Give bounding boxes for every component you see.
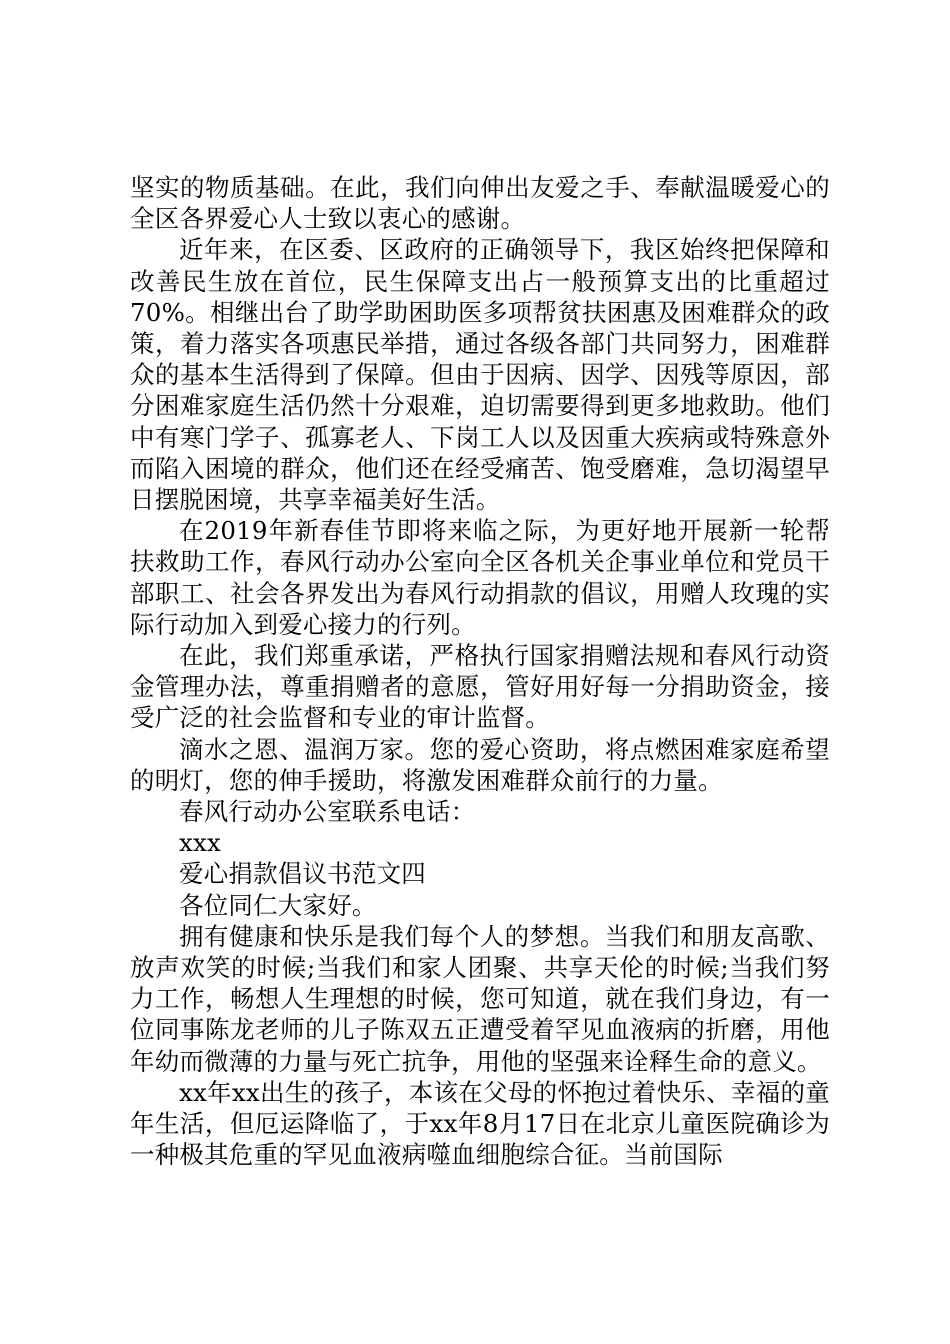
section-heading: 爱心捐款倡议书范文四: [179, 859, 426, 889]
paragraph-5: 滴水之恩、温润万家。您的爱心资助，将点燃困难家庭希望的明灯，您的伸手援助，将激发困难群众前行的力量。: [130, 734, 830, 795]
paragraph-4: 在此，我们郑重承诺，严格执行国家捐赠法规和春风行动资金管理办法，尊重捐赠者的意愿，管好用好每一分捐助资金，接受广泛的社会监督和专业的审计监督。: [130, 641, 830, 733]
paragraph-3: 在2019年新春佳节即将来临之际，为更好地开展新一轮帮扶救助工作，春风行动办公室向全区各机关企事业单位和党员干部职工、社会各界发出为春风行动捐款的倡议，用赠人玫瑰的实际行动加入到爱心接力的行列。: [130, 516, 830, 639]
paragraph-2: 近年来，在区委、区政府的正确领导下，我区始终把保障和改善民生放在首位，民生保障支出占一般预算支出的比重超过70%。相继出台了助学助困助医多项帮贫扶困惠及困难群众的政策，着力落实各项惠民举措，通过各级各部门共同努力，困难群众的基本生活得到了保障。但由于因病、因学、因残等原因，部分困难家庭生活仍然十分艰难，迫切需要得到更多地救助。他们中有寒门学子、孤寡老人、下岗工人以及因重大疾病或特殊意外而陷入困境的群众，他们还在经受痛苦、饱受磨难，急切渴望早日摆脱困境，共享幸福美好生活。: [130, 235, 830, 515]
contact-phone-value: xxx: [179, 828, 222, 858]
paragraph-1: 坚实的物质基础。在此，我们向伸出友爱之手、奉献温暖爱心的全区各界爱心人士致以衷心的感谢。: [130, 173, 830, 234]
paragraph-7: xx年xx出生的孩子，本该在父母的怀抱过着快乐、幸福的童年生活，但厄运降临了，于xx年8月17日在北京儿童医院确诊为一种极其危重的罕见血液病噬血细胞综合征。当前国际: [130, 1077, 830, 1170]
document-body: [130, 172, 830, 1171]
contact-phone-label: 春风行动办公室联系电话：: [179, 797, 476, 827]
paragraph-6: 拥有健康和快乐是我们每个人的梦想。当我们和朋友高歌、放声欢笑的时候;当我们和家人团聚、共享天伦的时候;当我们努力工作，畅想人生理想的时候，您可知道，就在我们身边，有一位同事陈龙老师的儿子陈双五正遭受着罕见血液病的折磨，用他年幼而微薄的力量与死亡抗争，用他的坚强来诠释生命的意义。: [130, 921, 830, 1076]
greeting-line: 各位同仁大家好。: [179, 890, 377, 920]
